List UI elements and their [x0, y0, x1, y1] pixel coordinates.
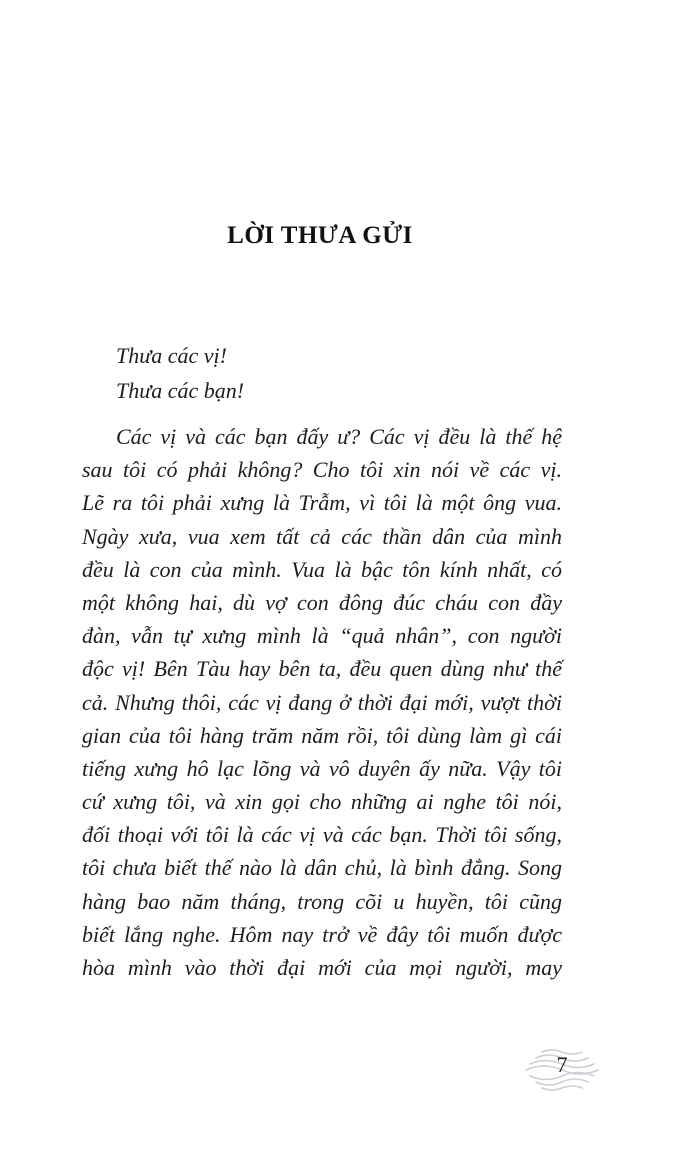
- paragraph-line: độc vị! Bên Tàu hay bên ta, đều quen dùng như thế: [82, 656, 562, 682]
- paragraph-line: tôi chưa biết thế nào là dân chủ, là bình đẳng. Song: [82, 855, 562, 881]
- paragraph-line: sau tôi có phải không? Cho tôi xin nói về các vị.: [82, 457, 562, 483]
- salutation-line: Thưa các bạn!: [116, 378, 245, 403]
- paragraph-line: Ngày xưa, vua xem tất cả các thần dân của mình: [82, 523, 562, 549]
- paragraph-line: đều là con của mình. Vua là bậc tôn kính nhất, có: [82, 556, 562, 582]
- paragraph-line: biết lắng nghe. Hôm nay trở về đây tôi muốn được: [82, 921, 562, 947]
- paragraph-line: hòa mình vào thời đại mới của mọi người, may: [82, 955, 562, 980]
- paragraph-line: một không hai, dù vợ con đông đúc cháu con đầy: [82, 589, 562, 615]
- paragraph-line: đối thoại với tôi là các vị và các bạn. Thời tôi sống,: [82, 822, 562, 848]
- page-number: 7: [556, 1052, 568, 1077]
- paragraph-line: gian của tôi hàng trăm năm rồi, tôi dùng làm gì cái: [82, 722, 562, 748]
- paragraph-line: đàn, vẫn tự xưng mình là “quả nhân”, con người: [82, 623, 562, 649]
- paragraph-line: Các vị và các bạn đấy ư? Các vị đều là thế hệ: [116, 424, 562, 449]
- page-folio: [520, 1040, 604, 1100]
- paragraph-line: tiếng xưng hô lạc lõng và vô duyên ấy nữa. Vậy tôi: [82, 755, 562, 781]
- paragraph-line: hàng bao năm tháng, trong cõi u huyền, tôi cũng: [82, 888, 562, 914]
- paragraph-line: Lẽ ra tôi phải xưng là Trẫm, vì tôi là một ông vua.: [82, 490, 562, 516]
- paragraph-line: cả. Nhưng thôi, các vị đang ở thời đại mới, vượt thời: [82, 689, 562, 715]
- body-paragraph: [82, 420, 562, 984]
- paragraph-line: cứ xưng tôi, và xin gọi cho những ai nghe tôi nói,: [82, 789, 562, 815]
- chapter-title: LỜI THƯA GỬI: [227, 222, 413, 249]
- salutation-line: Thưa các vị!: [116, 343, 227, 368]
